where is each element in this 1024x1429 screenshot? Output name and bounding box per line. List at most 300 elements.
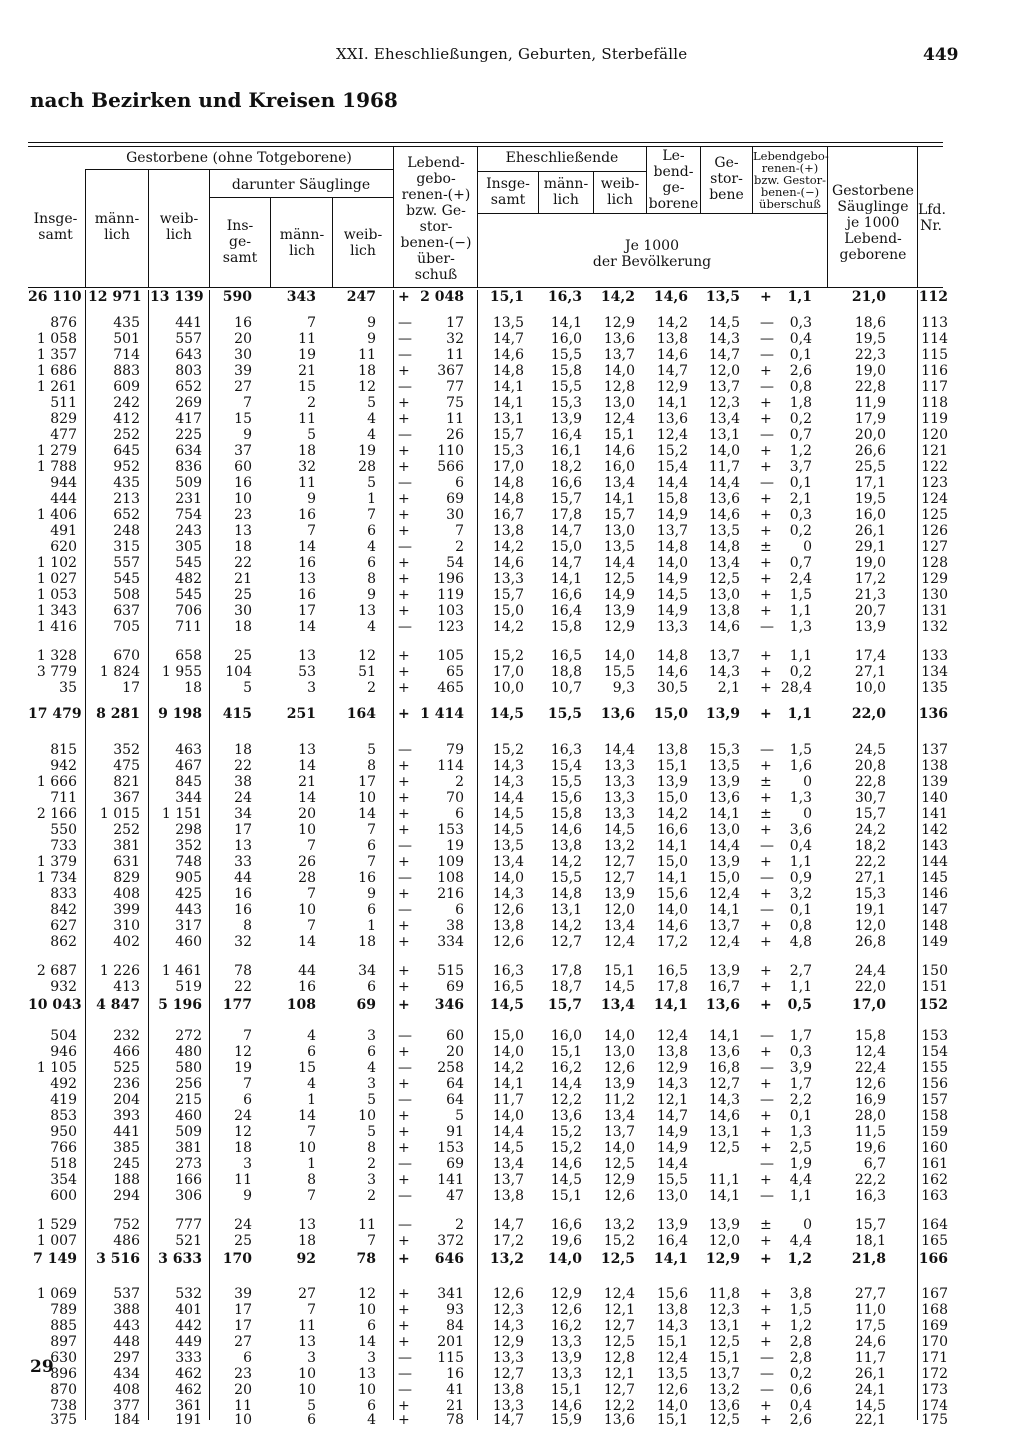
cell-s-insgesamt: 16 bbox=[234, 475, 252, 491]
cell-e-weiblich: 13,4 bbox=[603, 1108, 635, 1124]
cell-ueberschuss-abs bbox=[398, 1251, 464, 1268]
cell-s-weiblich: 3 bbox=[367, 1350, 376, 1366]
cell-insgesamt: 518 bbox=[50, 1156, 77, 1172]
cell-sign: + bbox=[760, 854, 772, 870]
cell-number: 1,7 bbox=[789, 1028, 812, 1044]
cell-insgesamt: 1 343 bbox=[36, 603, 77, 619]
cell-e-maennlich: 16,5 bbox=[550, 648, 582, 664]
cell-number: 1,1 bbox=[787, 289, 812, 305]
cell-e-weiblich: 13,4 bbox=[603, 475, 635, 491]
cell-insgesamt: 1 686 bbox=[36, 363, 77, 379]
cell-number: 1,3 bbox=[789, 1124, 812, 1140]
cell-lebendgeborene: 14,5 bbox=[656, 587, 688, 603]
table-row bbox=[0, 459, 1024, 476]
cell-s-insgesamt: 27 bbox=[234, 1334, 252, 1350]
cell-e-maennlich: 14,0 bbox=[547, 1251, 582, 1267]
cell-s-weiblich: 4 bbox=[367, 619, 376, 635]
cell-s-insgesamt: 15 bbox=[234, 411, 252, 427]
cell-maennlich: 670 bbox=[113, 648, 140, 664]
cell-number: 64 bbox=[446, 1076, 464, 1092]
cell-insgesamt: 7 149 bbox=[33, 1251, 77, 1267]
cell-number: 1,3 bbox=[789, 619, 812, 635]
cell-lebendgeborene: 14,6 bbox=[656, 918, 688, 934]
cell-lebendgeborene: 12,4 bbox=[656, 1350, 688, 1366]
cell-gestorbene: 12,9 bbox=[705, 1251, 740, 1267]
cell-number: 566 bbox=[437, 459, 464, 475]
cell-s-maennlich: 32 bbox=[298, 459, 316, 475]
cell-sign: + bbox=[398, 1398, 410, 1414]
cell-gestorbene: 13,6 bbox=[708, 790, 740, 806]
cell-ueberschuss-rate bbox=[760, 1156, 812, 1173]
table-row bbox=[0, 1028, 1024, 1045]
cell-sign: + bbox=[760, 1412, 772, 1428]
cell-weiblich: 441 bbox=[175, 315, 202, 331]
cell-s-weiblich: 19 bbox=[358, 443, 376, 459]
cell-gestorbene: 14,3 bbox=[708, 331, 740, 347]
cell-sign: — bbox=[760, 1156, 774, 1172]
cell-sign: + bbox=[398, 443, 410, 459]
cell-saeuglinge-je1000: 22,0 bbox=[854, 979, 886, 995]
maennlich-header-line: männ- bbox=[94, 211, 140, 227]
rule-col-3 bbox=[270, 197, 271, 287]
table-row bbox=[0, 963, 1024, 980]
cell-sign: + bbox=[760, 1233, 772, 1249]
cell-e-weiblich: 12,7 bbox=[603, 870, 635, 886]
e-weiblich-header-line: weib- bbox=[600, 176, 640, 192]
cell-insgesamt: 2 687 bbox=[36, 963, 77, 979]
cell-weiblich: 845 bbox=[175, 774, 202, 790]
cell-s-weiblich: 9 bbox=[367, 315, 376, 331]
cell-maennlich: 486 bbox=[113, 1233, 140, 1249]
cell-s-maennlich: 8 bbox=[307, 1172, 316, 1188]
cell-ueberschuss-abs bbox=[398, 603, 464, 620]
table-row bbox=[0, 443, 1024, 460]
cell-e-weiblich: 12,7 bbox=[603, 854, 635, 870]
cell-number: 79 bbox=[446, 742, 464, 758]
cell-e-maennlich: 15,6 bbox=[550, 790, 582, 806]
cell-number: 2 bbox=[455, 774, 464, 790]
cell-number: 103 bbox=[437, 603, 464, 619]
cell-ueberschuss-rate bbox=[760, 411, 812, 428]
cell-sign: + bbox=[398, 854, 410, 870]
cell-saeuglinge-je1000: 19,5 bbox=[854, 331, 886, 347]
cell-maennlich: 381 bbox=[113, 838, 140, 854]
cell-gestorbene: 14,1 bbox=[708, 902, 740, 918]
cell-s-maennlich: 16 bbox=[298, 507, 316, 523]
cell-e-insgesamt: 15,3 bbox=[492, 443, 524, 459]
cell-ueberschuss-rate bbox=[760, 706, 812, 723]
cell-e-insgesamt: 13,8 bbox=[492, 1188, 524, 1204]
cell-e-insgesamt: 14,3 bbox=[492, 886, 524, 902]
cell-s-weiblich: 4 bbox=[367, 1412, 376, 1428]
cell-e-weiblich: 14,5 bbox=[603, 822, 635, 838]
page-number: 449 bbox=[923, 45, 959, 65]
cell-s-maennlich: 13 bbox=[298, 571, 316, 587]
cell-lfd-nr: 122 bbox=[921, 459, 948, 475]
cell-weiblich: 803 bbox=[175, 363, 202, 379]
cell-gestorbene: 13,7 bbox=[708, 1366, 740, 1382]
cell-e-maennlich: 16,3 bbox=[547, 289, 582, 305]
cell-s-weiblich: 6 bbox=[367, 1044, 376, 1060]
cell-saeuglinge-je1000: 15,3 bbox=[854, 886, 886, 902]
cell-s-insgesamt: 20 bbox=[234, 1382, 252, 1398]
cell-ueberschuss-abs bbox=[398, 1124, 464, 1141]
cell-number: 1,1 bbox=[789, 1188, 812, 1204]
cell-s-insgesamt: 37 bbox=[234, 443, 252, 459]
table-row bbox=[0, 315, 1024, 332]
cell-e-weiblich: 12,9 bbox=[603, 315, 635, 331]
cell-gestorbene: 14,1 bbox=[708, 1188, 740, 1204]
cell-number: 0,2 bbox=[789, 523, 812, 539]
cell-sign: + bbox=[760, 1044, 772, 1060]
lfd-nr-header-line: Lfd. bbox=[918, 202, 946, 218]
e-weiblich-header bbox=[594, 176, 646, 208]
cell-number: 41 bbox=[446, 1382, 464, 1398]
cell-ueberschuss-abs bbox=[398, 1350, 464, 1367]
cell-lfd-nr: 112 bbox=[918, 289, 948, 305]
cell-weiblich: 462 bbox=[175, 1366, 202, 1382]
cell-number: 1,5 bbox=[789, 1302, 812, 1318]
cell-e-insgesamt: 16,7 bbox=[492, 507, 524, 523]
cell-saeuglinge-je1000: 24,2 bbox=[854, 822, 886, 838]
cell-number: 65 bbox=[446, 664, 464, 680]
cell-number: 1 414 bbox=[420, 706, 464, 722]
cell-weiblich: 269 bbox=[175, 395, 202, 411]
lebend-ueberschuss-header-line: schuß bbox=[414, 267, 458, 283]
cell-e-weiblich: 13,6 bbox=[600, 706, 635, 722]
cell-s-weiblich: 2 bbox=[367, 1156, 376, 1172]
cell-ueberschuss-abs bbox=[398, 539, 464, 556]
cell-e-maennlich: 14,6 bbox=[550, 1156, 582, 1172]
cell-e-weiblich: 15,7 bbox=[603, 507, 635, 523]
cell-s-maennlich: 7 bbox=[307, 1124, 316, 1140]
cell-lebendgeborene: 15,1 bbox=[656, 1412, 688, 1428]
cell-lfd-nr: 173 bbox=[921, 1382, 948, 1398]
cell-insgesamt: 1 007 bbox=[36, 1233, 77, 1249]
cell-lebendgeborene: 14,0 bbox=[656, 555, 688, 571]
cell-ueberschuss-rate bbox=[760, 742, 812, 759]
cell-lfd-nr: 170 bbox=[921, 1334, 948, 1350]
cell-s-insgesamt: 17 bbox=[234, 1318, 252, 1334]
cell-maennlich: 213 bbox=[113, 491, 140, 507]
page-header-title: XXI. Eheschließungen, Geburten, Sterbefälle bbox=[336, 45, 688, 63]
cell-lfd-nr: 116 bbox=[921, 363, 948, 379]
cell-insgesamt: 375 bbox=[50, 1412, 77, 1428]
cell-insgesamt: 2 166 bbox=[36, 806, 77, 822]
cell-e-maennlich: 10,7 bbox=[550, 680, 582, 696]
cell-sign: + bbox=[398, 1108, 410, 1124]
cell-s-weiblich: 12 bbox=[358, 379, 376, 395]
lebendgeborene-header-line: Le- bbox=[662, 148, 685, 164]
cell-lebendgeborene: 12,6 bbox=[656, 1382, 688, 1398]
cell-s-maennlich: 18 bbox=[298, 443, 316, 459]
cell-maennlich: 232 bbox=[113, 1028, 140, 1044]
cell-weiblich: 652 bbox=[175, 379, 202, 395]
cell-e-maennlich: 12,7 bbox=[550, 934, 582, 950]
cell-weiblich: 754 bbox=[175, 507, 202, 523]
cell-s-weiblich: 18 bbox=[358, 934, 376, 950]
cell-lebendgeborene: 12,9 bbox=[656, 1060, 688, 1076]
cell-gestorbene: 13,6 bbox=[708, 1398, 740, 1414]
cell-weiblich: 658 bbox=[175, 648, 202, 664]
cell-gestorbene: 14,3 bbox=[708, 1092, 740, 1108]
cell-lfd-nr: 168 bbox=[921, 1302, 948, 1318]
cell-e-insgesamt: 14,5 bbox=[492, 1140, 524, 1156]
cell-ueberschuss-abs bbox=[398, 790, 464, 807]
cell-saeuglinge-je1000: 17,0 bbox=[851, 997, 886, 1013]
cell-maennlich: 609 bbox=[113, 379, 140, 395]
table-row bbox=[0, 1302, 1024, 1319]
cell-s-insgesamt: 13 bbox=[234, 523, 252, 539]
cell-s-weiblich: 9 bbox=[367, 587, 376, 603]
cell-s-insgesamt: 24 bbox=[234, 1108, 252, 1124]
cell-s-insgesamt: 18 bbox=[234, 742, 252, 758]
cell-sign: + bbox=[760, 790, 772, 806]
cell-ueberschuss-rate bbox=[760, 1124, 812, 1141]
cell-ueberschuss-abs bbox=[398, 491, 464, 508]
cell-number: 2 bbox=[455, 1217, 464, 1233]
cell-e-maennlich: 15,8 bbox=[550, 363, 582, 379]
cell-e-weiblich: 12,4 bbox=[603, 934, 635, 950]
cell-saeuglinge-je1000: 29,1 bbox=[854, 539, 886, 555]
cell-saeuglinge-je1000: 16,3 bbox=[854, 1188, 886, 1204]
cell-lebendgeborene: 12,1 bbox=[656, 1092, 688, 1108]
cell-sign: + bbox=[760, 603, 772, 619]
cell-ueberschuss-abs bbox=[398, 979, 464, 996]
cell-sign: + bbox=[398, 571, 410, 587]
cell-s-weiblich: 7 bbox=[367, 854, 376, 870]
cell-e-maennlich: 14,6 bbox=[550, 822, 582, 838]
cell-s-maennlich: 13 bbox=[298, 1217, 316, 1233]
cell-lebendgeborene: 14,1 bbox=[653, 997, 688, 1013]
cell-sign: + bbox=[398, 395, 410, 411]
cell-ueberschuss-abs bbox=[398, 1092, 464, 1109]
cell-s-insgesamt: 32 bbox=[234, 934, 252, 950]
cell-s-weiblich: 6 bbox=[367, 979, 376, 995]
cell-lfd-nr: 165 bbox=[921, 1233, 948, 1249]
cell-s-maennlich: 7 bbox=[307, 918, 316, 934]
cell-sign: — bbox=[760, 1188, 774, 1204]
cell-e-weiblich: 12,1 bbox=[603, 1302, 635, 1318]
cell-s-insgesamt: 12 bbox=[234, 1124, 252, 1140]
cell-s-weiblich: 13 bbox=[358, 1366, 376, 1382]
table-row bbox=[0, 1412, 1024, 1429]
cell-maennlich: 294 bbox=[113, 1188, 140, 1204]
cell-saeuglinge-je1000: 14,5 bbox=[854, 1398, 886, 1414]
cell-lfd-nr: 174 bbox=[921, 1398, 948, 1414]
cell-ueberschuss-abs bbox=[398, 459, 464, 476]
cell-number: 6 bbox=[455, 475, 464, 491]
cell-saeuglinge-je1000: 27,1 bbox=[854, 664, 886, 680]
cell-e-insgesamt: 15,7 bbox=[492, 427, 524, 443]
cell-lfd-nr: 140 bbox=[921, 790, 948, 806]
cell-maennlich: 1 824 bbox=[99, 664, 140, 680]
cell-s-weiblich: 10 bbox=[358, 790, 376, 806]
cell-e-insgesamt: 14,5 bbox=[489, 997, 524, 1013]
cell-saeuglinge-je1000: 27,1 bbox=[854, 870, 886, 886]
cell-sign: — bbox=[398, 902, 412, 918]
eheschl-group-header: Eheschließende bbox=[505, 150, 619, 166]
cell-ueberschuss-rate bbox=[760, 1140, 812, 1157]
cell-s-insgesamt: 10 bbox=[234, 491, 252, 507]
cell-e-weiblich: 14,0 bbox=[603, 363, 635, 379]
cell-ueberschuss-rate bbox=[760, 1108, 812, 1125]
cell-gestorbene: 14,7 bbox=[708, 347, 740, 363]
cell-e-insgesamt: 10,0 bbox=[492, 680, 524, 696]
rule-top-2 bbox=[28, 146, 943, 147]
cell-e-weiblich: 12,1 bbox=[603, 1366, 635, 1382]
cell-gestorbene: 15,3 bbox=[708, 742, 740, 758]
cell-maennlich: 315 bbox=[113, 539, 140, 555]
cell-s-weiblich: 7 bbox=[367, 507, 376, 523]
table-row bbox=[0, 1044, 1024, 1061]
cell-ueberschuss-rate bbox=[760, 1092, 812, 1109]
cell-weiblich: 5 196 bbox=[158, 997, 202, 1013]
cell-lfd-nr: 114 bbox=[921, 331, 948, 347]
cell-lebendgeborene: 15,0 bbox=[656, 790, 688, 806]
cell-lebendgeborene: 13,8 bbox=[656, 331, 688, 347]
cell-s-weiblich: 14 bbox=[358, 1334, 376, 1350]
cell-insgesamt: 1 788 bbox=[36, 459, 77, 475]
cell-lebendgeborene: 14,3 bbox=[656, 1076, 688, 1092]
cell-weiblich: 462 bbox=[175, 1382, 202, 1398]
saeuglinge-weiblich-header-line: weib- bbox=[343, 227, 383, 243]
cell-s-maennlich: 28 bbox=[298, 870, 316, 886]
cell-lebendgeborene: 30,5 bbox=[656, 680, 688, 696]
cell-number: 7 bbox=[455, 523, 464, 539]
table-row bbox=[0, 1172, 1024, 1189]
cell-saeuglinge-je1000: 22,2 bbox=[854, 1172, 886, 1188]
cell-saeuglinge-je1000: 20,0 bbox=[854, 427, 886, 443]
cell-gestorbene: 12,5 bbox=[708, 571, 740, 587]
cell-weiblich: 480 bbox=[175, 1044, 202, 1060]
cell-ueberschuss-rate bbox=[760, 1060, 812, 1077]
cell-e-insgesamt: 14,2 bbox=[492, 619, 524, 635]
cell-lfd-nr: 175 bbox=[921, 1412, 948, 1428]
cell-lebendgeborene: 15,1 bbox=[656, 1334, 688, 1350]
cell-s-insgesamt: 16 bbox=[234, 886, 252, 902]
cell-number: 2,4 bbox=[789, 571, 812, 587]
cell-e-insgesamt: 15,0 bbox=[492, 603, 524, 619]
cell-number: 0,7 bbox=[789, 427, 812, 443]
cell-e-insgesamt: 16,3 bbox=[492, 963, 524, 979]
cell-e-maennlich: 13,8 bbox=[550, 838, 582, 854]
cell-e-weiblich: 13,9 bbox=[603, 603, 635, 619]
cell-s-weiblich: 51 bbox=[358, 664, 376, 680]
cell-gestorbene: 14,6 bbox=[708, 1108, 740, 1124]
cell-number: 0,9 bbox=[789, 870, 812, 886]
cell-e-insgesamt: 11,7 bbox=[492, 1092, 524, 1108]
table-row bbox=[0, 347, 1024, 364]
cell-number: 0,2 bbox=[789, 411, 812, 427]
cell-lebendgeborene: 15,8 bbox=[656, 491, 688, 507]
cell-weiblich: 13 139 bbox=[150, 289, 204, 305]
cell-insgesamt: 1 102 bbox=[36, 555, 77, 571]
cell-s-weiblich: 9 bbox=[367, 331, 376, 347]
cell-lfd-nr: 141 bbox=[921, 806, 948, 822]
cell-lebendgeborene: 14,8 bbox=[656, 539, 688, 555]
cell-s-insgesamt: 22 bbox=[234, 758, 252, 774]
cell-lebendgeborene: 15,1 bbox=[656, 758, 688, 774]
cell-lfd-nr: 150 bbox=[921, 963, 948, 979]
cell-number: 258 bbox=[437, 1060, 464, 1076]
table-row bbox=[0, 619, 1024, 636]
cell-sign: + bbox=[760, 1124, 772, 1140]
cell-sign: — bbox=[760, 902, 774, 918]
table-row bbox=[0, 603, 1024, 620]
cell-ueberschuss-rate bbox=[760, 822, 812, 839]
cell-e-maennlich: 15,5 bbox=[550, 774, 582, 790]
gestorbene-header-line: bene bbox=[709, 187, 744, 203]
cell-e-insgesamt: 14,2 bbox=[492, 1060, 524, 1076]
cell-lfd-nr: 134 bbox=[921, 664, 948, 680]
cell-number: 0,1 bbox=[789, 902, 812, 918]
cell-number: 0,4 bbox=[789, 331, 812, 347]
cell-saeuglinge-je1000: 28,0 bbox=[854, 1108, 886, 1124]
cell-lfd-nr: 119 bbox=[921, 411, 948, 427]
cell-insgesamt: 862 bbox=[50, 934, 77, 950]
cell-gestorbene: 12,7 bbox=[708, 1076, 740, 1092]
table-row bbox=[0, 886, 1024, 903]
cell-sign: + bbox=[398, 806, 410, 822]
cell-maennlich: 443 bbox=[113, 1318, 140, 1334]
cell-gestorbene: 13,9 bbox=[708, 963, 740, 979]
cell-s-insgesamt: 6 bbox=[243, 1350, 252, 1366]
cell-sign: + bbox=[398, 1076, 410, 1092]
table-row bbox=[0, 491, 1024, 508]
cell-saeuglinge-je1000: 11,7 bbox=[854, 1350, 886, 1366]
cell-maennlich: 188 bbox=[113, 1172, 140, 1188]
cell-insgesamt: 419 bbox=[50, 1092, 77, 1108]
cell-insgesamt: 766 bbox=[50, 1140, 77, 1156]
table-row bbox=[0, 758, 1024, 775]
cell-lfd-nr: 125 bbox=[921, 507, 948, 523]
cell-number: 3,6 bbox=[789, 822, 812, 838]
cell-ueberschuss-abs bbox=[398, 1028, 464, 1045]
cell-ueberschuss-abs bbox=[398, 1302, 464, 1319]
cell-e-insgesamt: 17,0 bbox=[492, 664, 524, 680]
cell-weiblich: 905 bbox=[175, 870, 202, 886]
cell-s-insgesamt: 6 bbox=[243, 1092, 252, 1108]
cell-e-insgesamt: 14,2 bbox=[492, 539, 524, 555]
cell-sign: — bbox=[760, 475, 774, 491]
cell-saeuglinge-je1000: 19,1 bbox=[854, 902, 886, 918]
cell-s-weiblich: 5 bbox=[367, 742, 376, 758]
cell-sign: — bbox=[760, 347, 774, 363]
cell-ueberschuss-abs bbox=[398, 774, 464, 791]
cell-ueberschuss-rate bbox=[760, 1172, 812, 1189]
cell-insgesamt: 1 058 bbox=[36, 331, 77, 347]
cell-sign: + bbox=[398, 1334, 410, 1350]
cell-lfd-nr: 129 bbox=[921, 571, 948, 587]
cell-sign: + bbox=[398, 664, 410, 680]
cell-number: 367 bbox=[437, 363, 464, 379]
table-row bbox=[0, 555, 1024, 572]
cell-s-insgesamt: 22 bbox=[234, 979, 252, 995]
cell-ueberschuss-abs bbox=[398, 475, 464, 492]
cell-s-maennlich: 19 bbox=[298, 347, 316, 363]
cell-number: 4,4 bbox=[789, 1172, 812, 1188]
cell-lebendgeborene: 15,0 bbox=[653, 706, 688, 722]
cell-ueberschuss-abs bbox=[398, 758, 464, 775]
cell-number: 0,6 bbox=[789, 1382, 812, 1398]
cell-e-maennlich: 15,9 bbox=[550, 1412, 582, 1428]
cell-ueberschuss-abs bbox=[398, 587, 464, 604]
cell-gestorbene: 14,4 bbox=[708, 838, 740, 854]
cell-weiblich: 557 bbox=[175, 331, 202, 347]
cell-ueberschuss-rate bbox=[760, 1217, 812, 1234]
cell-number: 1,2 bbox=[789, 443, 812, 459]
